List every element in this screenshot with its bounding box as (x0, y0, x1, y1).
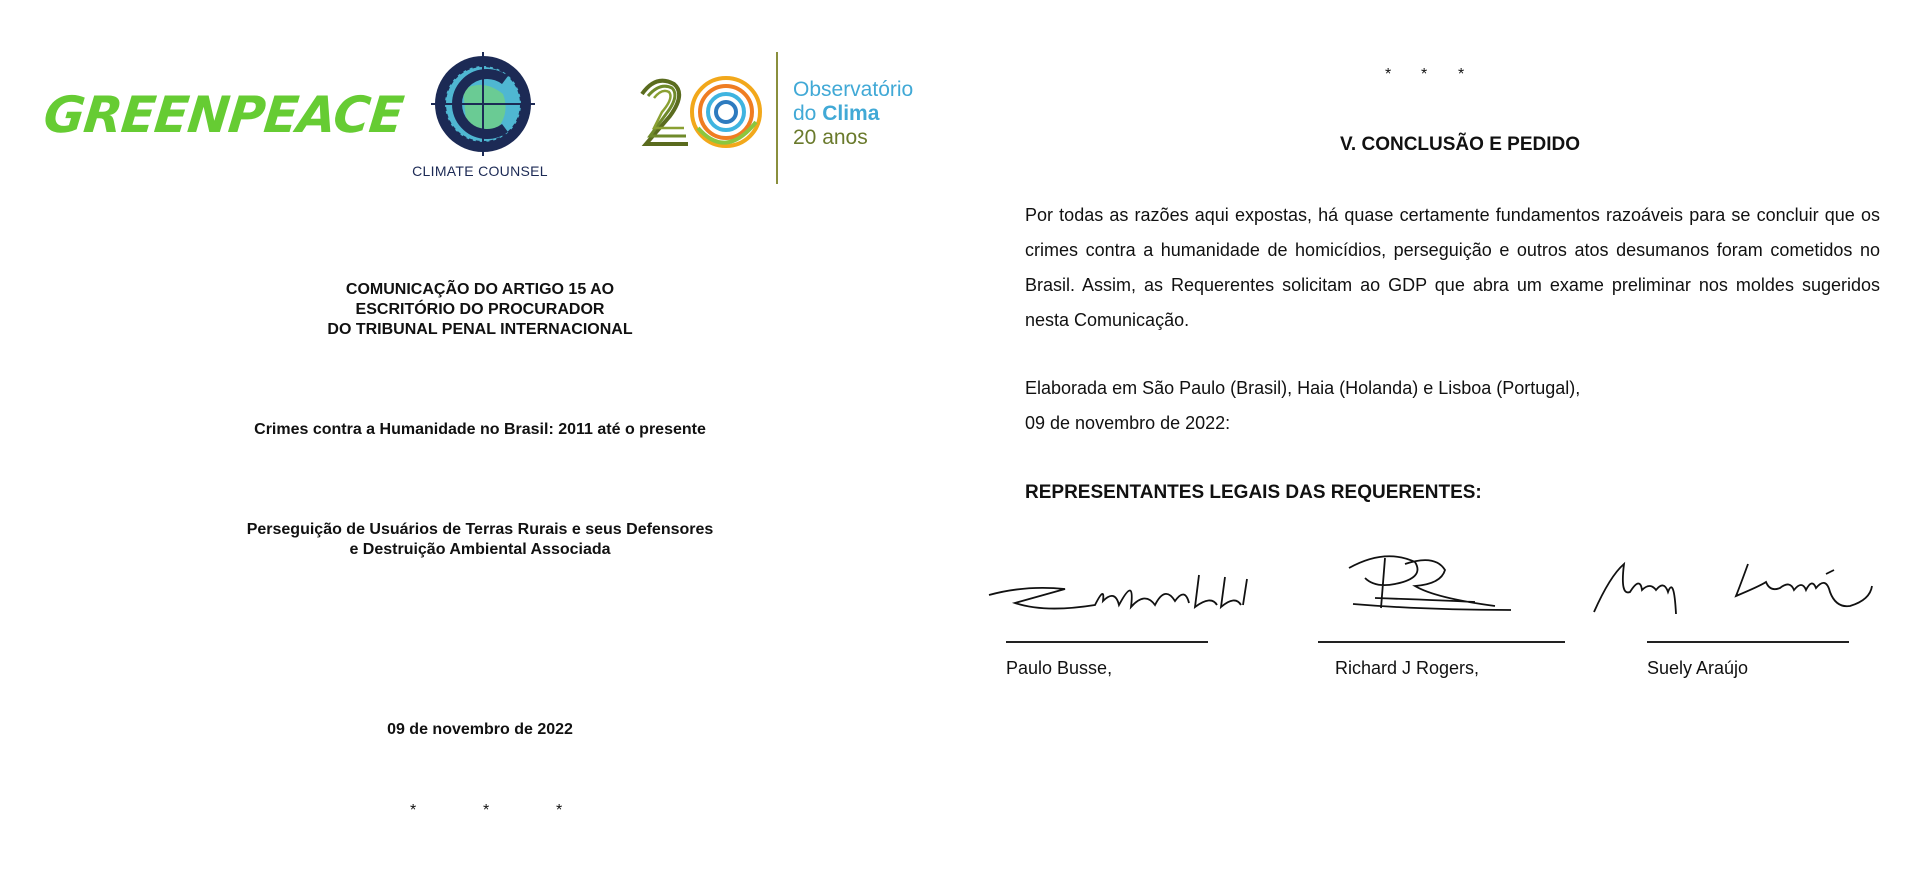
observatorio-line-1: Observatório (793, 78, 914, 101)
climate-counsel-logo (428, 50, 538, 162)
communication-title (180, 280, 780, 340)
title-line: COMUNICAÇÃO DO ARTIGO 15 AO (345, 281, 615, 298)
observatorio-do-clima-logo (636, 70, 766, 156)
signatory-name: Richard J Rogers, (1335, 658, 1480, 678)
separator-star: * (483, 802, 490, 819)
topic-line: e Destruição Ambiental Associada (349, 541, 611, 558)
signature-line (1006, 641, 1208, 643)
separator-star: * (556, 802, 563, 819)
signature-line (1318, 641, 1565, 643)
observatorio-line-2: do Clima (793, 102, 880, 125)
topic-line: Perseguição de Usuários de Terras Rurais e seus Defensores (246, 521, 714, 538)
separator-star: * (1421, 66, 1428, 83)
conclusion-paragraph: Por todas as razões aqui expostas, há quase certamente fundamentos razoáveis para se concluir que os crimes contra a humanidade de homicídios, perseguição e outros atos desumanos foram cometidos no Brasil. Assim, as Requerentes solicitam ao GDP que abra um exame preliminar nos moldes sugeridos nesta Comunicação. (1025, 205, 1880, 330)
date-line: 09 de novembro de 2022: (1025, 413, 1231, 433)
separator-star: * (410, 802, 417, 819)
observatorio-line-3: 20 anos (793, 126, 868, 149)
signature-paulo-busse (985, 565, 1285, 625)
communication-topic (180, 520, 780, 560)
section-title: V. CONCLUSÃO E PEDIDO (1339, 134, 1580, 155)
greenpeace-logo: GREENPEACE (40, 86, 406, 144)
title-line: DO TRIBUNAL PENAL INTERNACIONAL (327, 321, 633, 338)
signatory-name: Suely Araújo (1647, 658, 1749, 678)
communication-date: 09 de novembro de 2022 (387, 721, 573, 738)
separator-star: * (1458, 66, 1465, 83)
signature-suely-araujo (1590, 556, 1880, 626)
signatory-name: Paulo Busse, (1006, 658, 1113, 678)
communication-subtitle: Crimes contra a Humanidade no Brasil: 2011 até o presente (254, 421, 706, 438)
observatorio-divider (776, 52, 778, 184)
signature-line (1647, 641, 1849, 643)
representatives-heading: REPRESENTANTES LEGAIS DAS REQUERENTES: (1025, 482, 1482, 503)
place-line: Elaborada em São Paulo (Brasil), Haia (Holanda) e Lisboa (Portugal), (1025, 378, 1581, 398)
signature-richard-rogers (1345, 548, 1515, 620)
climate-counsel-wordmark: CLIMATE COUNSEL (412, 163, 548, 179)
separator-star: * (1385, 66, 1392, 83)
title-line: ESCRITÓRIO DO PROCURADOR (355, 301, 605, 318)
